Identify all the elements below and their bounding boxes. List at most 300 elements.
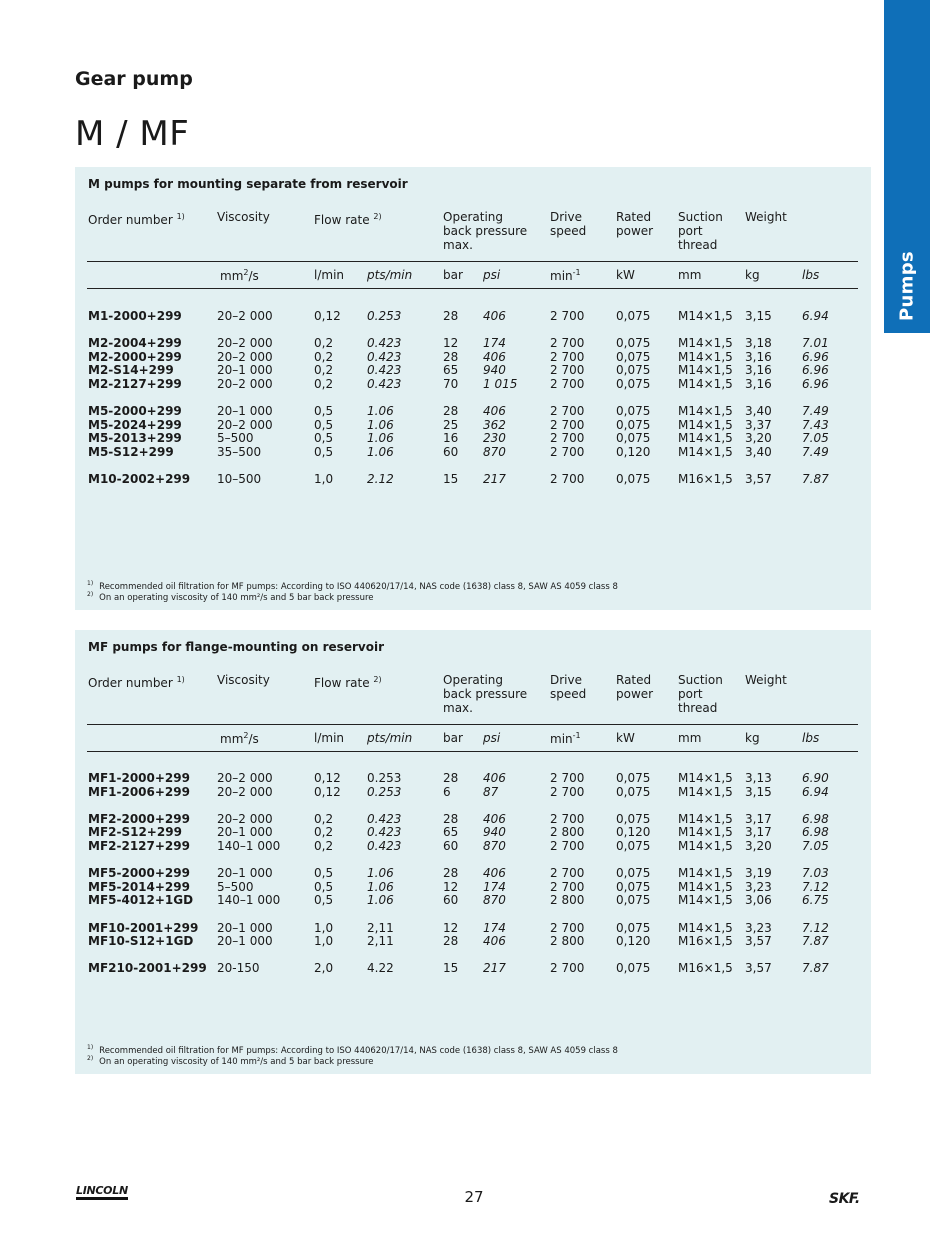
cell-visc: 5–500: [217, 431, 254, 446]
header-back-pressure-line: back pressure: [443, 687, 528, 701]
cell-bar: 60: [443, 445, 459, 459]
cell-rpm: 2 700: [550, 417, 585, 432]
cell-rpm: 2 700: [550, 431, 585, 446]
cell-kw: 0,075: [616, 961, 651, 976]
cell-psi: 870: [483, 839, 506, 853]
header-flow-rate: [314, 210, 382, 227]
cell-kg: 3,19: [745, 866, 772, 881]
cell-psi: 406: [483, 811, 506, 826]
cell-lmin: 0,5: [314, 431, 334, 446]
header-back-pressure-line: max.: [443, 701, 473, 715]
page-number: 27: [464, 1188, 484, 1206]
header-weight: Weight: [745, 210, 787, 224]
cell-kg: 3,17: [745, 811, 772, 826]
header-drive-speed-line: speed: [550, 224, 587, 238]
cell-visc: 5–500: [217, 879, 254, 894]
cell-pts: 0.423: [367, 349, 402, 364]
cell-rpm: 2 700: [550, 784, 585, 799]
cell-kg: 3,57: [745, 934, 772, 949]
cell-bar: 28: [443, 811, 459, 826]
cell-port: M14×1,5: [678, 336, 733, 351]
header-order-number: [88, 673, 185, 690]
footnote-ref: 2): [373, 675, 382, 684]
cell-bar: 28: [443, 934, 459, 949]
unit-lbs: lbs: [802, 268, 820, 282]
unit-bar: bar: [443, 731, 463, 745]
cell-port: M14×1,5: [678, 309, 733, 323]
cell-kw: 0,075: [616, 784, 651, 799]
cell-kw: 0,120: [616, 825, 651, 840]
cell-psi: 406: [483, 309, 506, 323]
cell-port: M14×1,5: [678, 363, 733, 378]
cell-pts: 2.12: [367, 472, 394, 487]
unit-viscosity-exp: 2: [243, 731, 249, 740]
cell-bar: 6: [443, 784, 451, 799]
cell-bar: 65: [443, 825, 459, 840]
header-suction-port-line: thread: [678, 701, 718, 715]
cell-psi: 406: [483, 349, 506, 364]
header-suction-port-line: thread: [678, 238, 718, 252]
cell-kg: 3,20: [745, 839, 772, 853]
cell-pts: 2,11: [367, 920, 394, 935]
cell-kw: 0,075: [616, 377, 651, 391]
header-suction-port-line: Suction: [678, 673, 723, 687]
cell-lmin: 2,0: [314, 961, 334, 976]
cell-bar: 28: [443, 866, 459, 881]
cell-order: MF2-S12+299: [88, 825, 182, 840]
unit-viscosity-exp: 2: [243, 268, 249, 277]
cell-kw: 0,075: [616, 404, 651, 419]
cell-psi: 362: [483, 417, 506, 432]
cell-kg: 3,15: [745, 309, 772, 323]
header-back-pressure-line: Operating: [443, 673, 503, 687]
cell-pts: 0.253: [367, 309, 402, 323]
cell-pts: 0.423: [367, 839, 402, 853]
cell-visc: 20–2 000: [217, 771, 273, 785]
cell-bar: 16: [443, 431, 459, 446]
cell-psi: 174: [483, 336, 506, 351]
cell-bar: 65: [443, 363, 459, 378]
cell-psi: 406: [483, 934, 506, 949]
cell-lmin: 0,5: [314, 893, 334, 908]
cell-kw: 0,075: [616, 839, 651, 853]
cell-psi: 870: [483, 445, 506, 459]
footnote-mark: 1): [87, 1044, 94, 1051]
cell-kg: 3,40: [745, 404, 772, 419]
cell-bar: 15: [443, 961, 459, 976]
cell-kw: 0,075: [616, 349, 651, 364]
cell-rpm: 2 700: [550, 404, 585, 419]
cell-psi: 174: [483, 920, 506, 935]
lincoln-logo: LINCOLN: [76, 1186, 128, 1200]
cell-kg: 3,20: [745, 431, 772, 446]
cell-kg: 3,16: [745, 363, 772, 378]
cell-rpm: 2 700: [550, 377, 585, 391]
cell-kg: 3,06: [745, 893, 772, 908]
unit-lmin: l/min: [314, 731, 345, 745]
cell-order: MF1-2000+299: [88, 771, 190, 785]
cell-lmin: 0,2: [314, 363, 334, 378]
cell-port: M14×1,5: [678, 417, 733, 432]
cell-lmin: 1,0: [314, 920, 334, 935]
cell-pts: 0.423: [367, 363, 402, 378]
cell-bar: 25: [443, 417, 459, 432]
header-order-number: [88, 210, 185, 227]
header-back-pressure: [443, 673, 527, 715]
unit-bar: bar: [443, 268, 463, 282]
cell-port: M14×1,5: [678, 771, 733, 785]
cell-lmin: 0,5: [314, 404, 334, 419]
cell-lmin: 0,5: [314, 879, 334, 894]
cell-kw: 0,075: [616, 811, 651, 826]
cell-lmin: 0,12: [314, 784, 341, 799]
cell-order: MF210-2001+299: [88, 961, 207, 976]
cell-pts: 1.06: [367, 445, 394, 459]
cell-lbs: 7.87: [802, 934, 829, 949]
unit-pts: pts/min: [367, 731, 413, 745]
cell-port: M14×1,5: [678, 784, 733, 799]
cell-pts: 0.423: [367, 825, 402, 840]
cell-rpm: 2 700: [550, 309, 585, 323]
header-flow-label: Flow rate: [314, 676, 370, 690]
section-title: M pumps for mounting separate from reservoir: [88, 177, 408, 191]
footnote-mark: 1): [87, 580, 94, 587]
units-rule: [87, 751, 858, 752]
cell-visc: 10–500: [217, 472, 262, 487]
cell-lbs: 7.05: [802, 431, 829, 446]
cell-psi: 406: [483, 771, 506, 785]
cell-port: M14×1,5: [678, 866, 733, 881]
cell-port: M14×1,5: [678, 404, 733, 419]
cell-psi: 870: [483, 893, 506, 908]
cell-bar: 28: [443, 349, 459, 364]
footnote: [87, 589, 374, 604]
cell-rpm: 2 700: [550, 879, 585, 894]
cell-order: M2-S14+299: [88, 363, 174, 378]
cell-kg: 3,16: [745, 377, 772, 391]
cell-kg: 3,23: [745, 920, 772, 935]
unit-viscosity: [220, 731, 259, 746]
cell-rpm: 2 700: [550, 771, 585, 785]
cell-visc: 20–2 000: [217, 417, 273, 432]
cell-port: M16×1,5: [678, 934, 733, 949]
cell-kw: 0,075: [616, 771, 651, 785]
cell-order: M2-2127+299: [88, 377, 182, 391]
cell-rpm: 2 700: [550, 811, 585, 826]
cell-lmin: 0,2: [314, 336, 334, 351]
cell-order: MF1-2006+299: [88, 784, 190, 799]
cell-port: M14×1,5: [678, 445, 733, 459]
header-back-pressure-line: Operating: [443, 210, 503, 224]
cell-visc: 20–1 000: [217, 363, 273, 378]
mf-pumps-section: [75, 630, 871, 1074]
cell-lbs: 6.98: [802, 811, 829, 826]
unit-viscosity-tail: /s: [248, 269, 259, 283]
cell-rpm: 2 700: [550, 920, 585, 935]
cell-rpm: 2 700: [550, 839, 585, 853]
header-rated-power: [616, 673, 653, 701]
cell-lbs: 6.90: [802, 771, 829, 785]
cell-lbs: 6.98: [802, 825, 829, 840]
cell-kg: 3,13: [745, 771, 772, 785]
header-back-pressure-line: back pressure: [443, 224, 528, 238]
unit-kw: kW: [616, 268, 635, 282]
cell-order: MF2-2000+299: [88, 811, 190, 826]
cell-kg: 3,57: [745, 472, 772, 487]
cell-kg: 3,37: [745, 417, 772, 432]
header-weight: Weight: [745, 673, 787, 687]
cell-visc: 20–2 000: [217, 309, 273, 323]
footnote-text: On an operating viscosity of 140 mm²/s and 5 bar back pressure: [99, 592, 374, 603]
cell-visc: 20–2 000: [217, 336, 273, 351]
cell-visc: 20-150: [217, 961, 260, 976]
cell-rpm: 2 700: [550, 472, 585, 487]
cell-lbs: 7.01: [802, 336, 829, 351]
cell-lbs: 6.94: [802, 309, 829, 323]
cell-psi: 406: [483, 404, 506, 419]
cell-port: M14×1,5: [678, 825, 733, 840]
cell-visc: 20–1 000: [217, 404, 273, 419]
cell-kg: 3,18: [745, 336, 772, 351]
cell-rpm: 2 800: [550, 893, 585, 908]
unit-speed: [550, 731, 581, 746]
side-tab: [884, 0, 930, 333]
cell-order: MF5-4012+1GD: [88, 893, 194, 908]
cell-port: M14×1,5: [678, 839, 733, 853]
cell-psi: 406: [483, 866, 506, 881]
unit-speed: [550, 268, 581, 283]
cell-rpm: 2 700: [550, 363, 585, 378]
cell-lbs: 7.03: [802, 866, 829, 881]
cell-kw: 0,075: [616, 920, 651, 935]
cell-psi: 940: [483, 363, 506, 378]
header-drive-speed-line: speed: [550, 687, 587, 701]
cell-visc: 140–1 000: [217, 893, 281, 908]
footnote-text: Recommended oil filtration for MF pumps: According to ISO 440620/17/14, NAS code (1638) class 8, SAW AS 4059 class 8: [99, 1045, 618, 1056]
cell-lmin: 0,5: [314, 866, 334, 881]
unit-viscosity-base: mm: [220, 269, 244, 283]
cell-lmin: 1,0: [314, 934, 334, 949]
cell-order: M10-2002+299: [88, 472, 191, 487]
cell-port: M14×1,5: [678, 879, 733, 894]
cell-kw: 0,075: [616, 431, 651, 446]
cell-kw: 0,120: [616, 445, 651, 459]
cell-psi: 174: [483, 879, 506, 894]
header-order-label: Order number: [88, 676, 173, 690]
cell-order: MF2-2127+299: [88, 839, 190, 853]
cell-bar: 70: [443, 377, 459, 391]
header-viscosity: Viscosity: [217, 210, 270, 224]
cell-lmin: 0,2: [314, 377, 334, 391]
cell-bar: 28: [443, 771, 459, 785]
cell-psi: 217: [483, 472, 506, 487]
header-suction-port: [678, 673, 723, 715]
cell-lbs: 6.96: [802, 377, 829, 391]
cell-lbs: 6.96: [802, 349, 829, 364]
cell-rpm: 2 700: [550, 349, 585, 364]
cell-kg: 3,23: [745, 879, 772, 894]
cell-lmin: 0,2: [314, 825, 334, 840]
header-drive-speed-line: Drive: [550, 673, 582, 687]
unit-speed-exp: -1: [572, 731, 581, 740]
cell-order: MF10-S12+1GD: [88, 934, 194, 949]
cell-order: M5-2024+299: [88, 417, 182, 432]
unit-viscosity-base: mm: [220, 732, 244, 746]
cell-port: M14×1,5: [678, 811, 733, 826]
cell-lmin: 0,5: [314, 417, 334, 432]
cell-order: MF5-2000+299: [88, 866, 190, 881]
unit-lbs: lbs: [802, 731, 820, 745]
unit-mm: mm: [678, 268, 702, 282]
header-rule: [87, 261, 858, 262]
cell-visc: 20–1 000: [217, 825, 273, 840]
cell-rpm: 2 800: [550, 825, 585, 840]
unit-pts: pts/min: [367, 268, 413, 282]
cell-visc: 35–500: [217, 445, 262, 459]
cell-visc: 20–2 000: [217, 784, 273, 799]
cell-lbs: 6.75: [802, 893, 829, 908]
cell-pts: 1.06: [367, 431, 394, 446]
unit-speed-base: min: [550, 269, 573, 283]
cell-port: M14×1,5: [678, 377, 733, 391]
header-suction-port-line: port: [678, 224, 703, 238]
cell-order: M1-2000+299: [88, 309, 182, 323]
footnote-mark: 2): [87, 591, 94, 598]
cell-lbs: 6.94: [802, 784, 829, 799]
header-suction-port-line: Suction: [678, 210, 723, 224]
cell-pts: 1.06: [367, 866, 394, 881]
cell-kg: 3,17: [745, 825, 772, 840]
cell-visc: 20–2 000: [217, 811, 273, 826]
cell-lbs: 7.12: [802, 879, 829, 894]
cell-kg: 3,15: [745, 784, 772, 799]
cell-lbs: 7.87: [802, 472, 829, 487]
cell-lbs: 7.49: [802, 445, 829, 459]
cell-kw: 0,075: [616, 417, 651, 432]
cell-kw: 0,075: [616, 472, 651, 487]
unit-kg: kg: [745, 731, 760, 745]
page-kicker: Gear pump: [75, 68, 193, 90]
cell-pts: 0.423: [367, 811, 402, 826]
cell-psi: 940: [483, 825, 506, 840]
unit-speed-base: min: [550, 732, 573, 746]
cell-kw: 0,075: [616, 866, 651, 881]
header-flow-label: Flow rate: [314, 213, 370, 227]
cell-lmin: 0,12: [314, 309, 341, 323]
cell-visc: 20–1 000: [217, 920, 273, 935]
cell-lbs: 7.87: [802, 961, 829, 976]
header-drive-speed: [550, 210, 586, 238]
cell-visc: 20–1 000: [217, 866, 273, 881]
unit-psi: psi: [483, 731, 501, 745]
cell-lmin: 0,5: [314, 445, 334, 459]
skf-logo: SKF.: [829, 1191, 860, 1207]
cell-pts: 1.06: [367, 404, 394, 419]
header-rated-power: [616, 210, 653, 238]
cell-port: M14×1,5: [678, 893, 733, 908]
cell-order: MF10-2001+299: [88, 920, 199, 935]
cell-pts: 2,11: [367, 934, 394, 949]
cell-visc: 20–2 000: [217, 377, 273, 391]
header-viscosity: Viscosity: [217, 673, 270, 687]
cell-lbs: 7.05: [802, 839, 829, 853]
units-rule: [87, 288, 858, 289]
cell-lmin: 0,2: [314, 839, 334, 853]
m-pumps-section: [75, 167, 871, 610]
header-rated-power-line: Rated: [616, 673, 652, 687]
cell-kw: 0,075: [616, 879, 651, 894]
cell-pts: 0.423: [367, 336, 402, 351]
cell-rpm: 2 700: [550, 336, 585, 351]
footnote-ref: 1): [176, 675, 185, 684]
cell-visc: 140–1 000: [217, 839, 281, 853]
unit-viscosity-tail: /s: [248, 732, 259, 746]
header-rated-power-line: power: [616, 687, 654, 701]
cell-lbs: 7.43: [802, 417, 829, 432]
cell-visc: 20–1 000: [217, 934, 273, 949]
cell-rpm: 2 800: [550, 934, 585, 949]
cell-lmin: 0,2: [314, 349, 334, 364]
cell-lmin: 0,12: [314, 771, 341, 785]
cell-bar: 60: [443, 839, 459, 853]
cell-port: M14×1,5: [678, 920, 733, 935]
cell-psi: 87: [483, 784, 499, 799]
header-drive-speed: [550, 673, 586, 701]
unit-kw: kW: [616, 731, 635, 745]
header-suction-port: [678, 210, 723, 252]
cell-order: M5-2013+299: [88, 431, 182, 446]
page-title: M / MF: [75, 114, 190, 154]
footnote-text: On an operating viscosity of 140 mm²/s and 5 bar back pressure: [99, 1056, 374, 1067]
cell-kw: 0,075: [616, 363, 651, 378]
header-rule: [87, 724, 858, 725]
cell-port: M16×1,5: [678, 961, 733, 976]
cell-rpm: 2 700: [550, 961, 585, 976]
unit-lmin: l/min: [314, 268, 345, 282]
unit-viscosity: [220, 268, 259, 283]
cell-pts: 0.253: [367, 784, 402, 799]
cell-pts: 4.22: [367, 961, 394, 976]
header-back-pressure-line: max.: [443, 238, 473, 252]
header-back-pressure: [443, 210, 527, 252]
header-suction-port-line: port: [678, 687, 703, 701]
cell-order: M2-2000+299: [88, 349, 182, 364]
cell-psi: 1 015: [483, 377, 518, 391]
cell-pts: 1.06: [367, 879, 394, 894]
cell-lbs: 7.12: [802, 920, 829, 935]
unit-mm: mm: [678, 731, 702, 745]
header-rated-power-line: Rated: [616, 210, 652, 224]
cell-kw: 0,075: [616, 893, 651, 908]
header-flow-rate: [314, 673, 382, 690]
cell-kg: 3,16: [745, 349, 772, 364]
cell-order: MF5-2014+299: [88, 879, 190, 894]
header-rated-power-line: power: [616, 224, 654, 238]
cell-kw: 0,075: [616, 309, 651, 323]
cell-bar: 28: [443, 309, 459, 323]
cell-port: M16×1,5: [678, 472, 733, 487]
cell-kg: 3,40: [745, 445, 772, 459]
cell-kg: 3,57: [745, 961, 772, 976]
cell-bar: 60: [443, 893, 459, 908]
cell-lmin: 1,0: [314, 472, 334, 487]
header-drive-speed-line: Drive: [550, 210, 582, 224]
unit-psi: psi: [483, 268, 501, 282]
section-title: MF pumps for flange-mounting on reservoir: [88, 640, 384, 654]
footnote-ref: 1): [176, 212, 185, 221]
cell-kw: 0,075: [616, 336, 651, 351]
cell-port: M14×1,5: [678, 349, 733, 364]
